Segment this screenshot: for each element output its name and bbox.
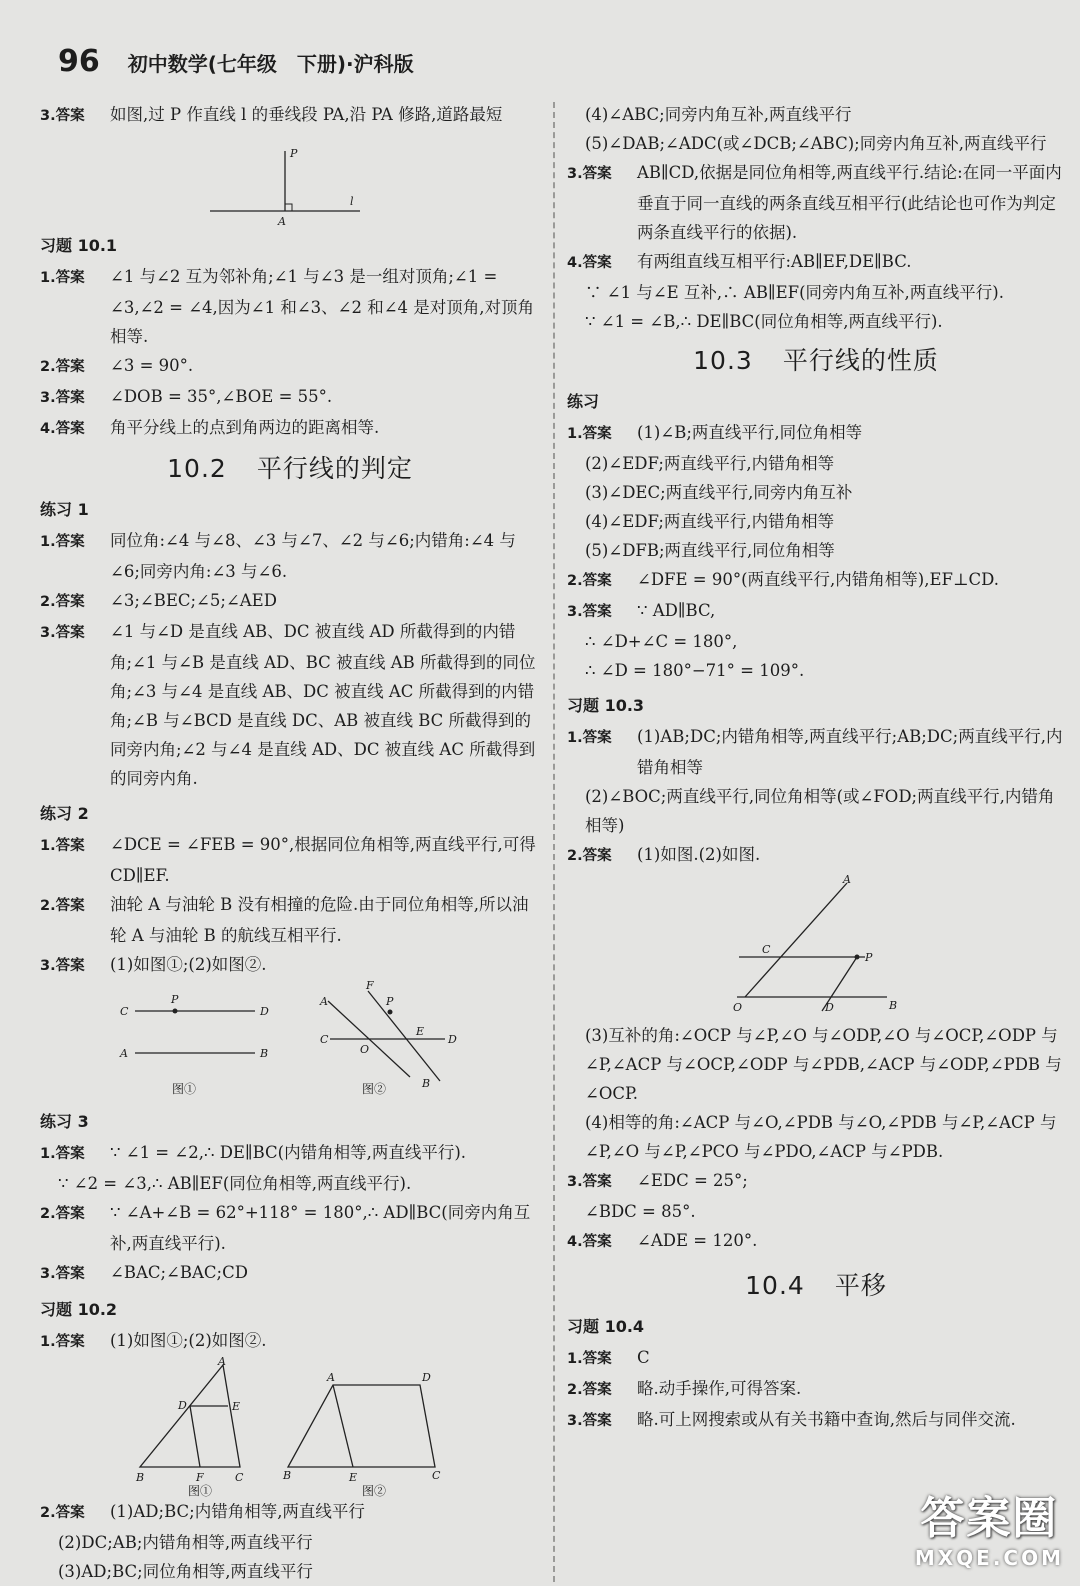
svg-text:A: A — [218, 1355, 226, 1368]
answer-item: 4.答案 ∠ADE = 120°. — [567, 1231, 758, 1250]
answer-subline: ∠BDC = 85°. — [585, 1202, 696, 1221]
column-divider — [553, 102, 555, 1582]
svg-text:P: P — [865, 951, 873, 964]
figure-caption: 图① — [172, 1082, 197, 1096]
answer-item: 2.答案 ∠3 = 90°. — [40, 356, 194, 375]
answer-item: 2.答案 略.动手操作,可得答案. — [567, 1379, 802, 1398]
svg-text:B: B — [283, 1469, 292, 1482]
left-column — [40, 100, 540, 1586]
answer-subline: ∵ ∠2 = ∠3,∴ AB∥EF(同位角相等,两直线平行). — [58, 1174, 412, 1193]
answer-item: 3.答案 ∠EDC = 25°; — [567, 1171, 748, 1190]
svg-text:E: E — [232, 1400, 241, 1413]
answer-item: 3.答案 ∵ AD∥BC, — [567, 601, 716, 620]
answer-item: 1.答案 ∠DCE = ∠FEB = 90°,根据同位角相等,两直线平行,可得 CD∥EF. — [40, 835, 536, 885]
watermark-logo: 答案圈 MXQE.COM — [914, 1493, 1064, 1570]
answer-item: 1.答案 C — [567, 1348, 650, 1367]
answer-item: 3.答案 ∠DOB = 35°,∠BOE = 55°. — [40, 387, 333, 406]
answer-subline: (2)DC;AB;内错角相等,两直线平行 — [58, 1533, 313, 1552]
xiti101-list — [40, 262, 540, 444]
answer-item: 4.答案 有两组直线互相平行:AB∥EF,DE∥BC. — [567, 252, 912, 271]
svg-text:B: B — [260, 1047, 269, 1060]
answer-item: 3.答案 如图,过 P 作直线 l 的垂线段 PA,沿 PA 修路,道路最短 — [40, 105, 503, 124]
svg-text:O: O — [360, 1043, 370, 1056]
svg-text:F: F — [196, 1471, 204, 1484]
svg-text:A: A — [843, 873, 851, 886]
answer-item: 1.答案 同位角:∠4 与∠8、∠3 与∠7、∠2 与∠6;内错角:∠4 与∠6;同旁内角:∠3 与∠6. — [40, 531, 516, 581]
answer-subline: (5)∠DAB;∠ADC(或∠DCB;∠ABC);同旁内角互补,两直线平行 — [585, 134, 1047, 153]
answer-subline: (4)∠ABC;同旁内角互补,两直线平行 — [585, 105, 852, 124]
lianxi1-list — [40, 526, 540, 793]
svg-text:B: B — [889, 999, 898, 1012]
section-title: 习题 10.4 — [567, 1317, 645, 1336]
svg-text:C: C — [432, 1469, 441, 1482]
svg-text:C: C — [762, 943, 771, 956]
figure-caption: 图① — [188, 1484, 213, 1498]
label-p: P — [290, 147, 298, 160]
figure-perpendicular — [40, 131, 540, 228]
right-column — [567, 100, 1065, 1436]
answer-item: 3.答案 略.可上网搜索或从有关书籍中查询,然后与同伴交流. — [567, 1410, 1016, 1429]
lianxi2-list — [40, 830, 540, 981]
answer-item: 4.答案 角平分线上的点到角两边的距离相等. — [40, 418, 380, 437]
svg-text:C: C — [235, 1471, 244, 1484]
answer-item: 2.答案 (1)如图.(2)如图. — [567, 845, 761, 864]
page-number: 96 — [58, 44, 100, 79]
answer-subline: (4)∠EDF;两直线平行,内错角相等 — [585, 512, 835, 531]
answer-subline: ∵ ∠1 = ∠B,∴ DE∥BC(同位角相等,两直线平行). — [585, 312, 943, 331]
figure-xiti102 — [40, 1357, 540, 1497]
lianxi3-list — [40, 1138, 540, 1289]
section-title: 习题 10.1 — [40, 236, 118, 255]
answer-subline: (2)∠BOC;两直线平行,同位角相等(或∠FOD;两直线平行,内错角相等) — [585, 787, 1055, 835]
svg-text:F: F — [366, 979, 374, 992]
answer-item: 3.答案 (1)如图①;(2)如图②. — [40, 955, 267, 974]
answer-item: 2.答案 ∠DFE = 90°(两直线平行,内错角相等),EF⊥CD. — [567, 570, 999, 589]
answer-subline: (5)∠DFB;两直线平行,同位角相等 — [585, 541, 835, 560]
answer-item: 2.答案 ∠3;∠BEC;∠5;∠AED — [40, 591, 277, 610]
answer-subline: ∴ ∠D+∠C = 180°, — [585, 632, 738, 651]
figure-caption: 图② — [362, 1484, 387, 1498]
answer-item: 1.答案 ∵ ∠1 = ∠2,∴ DE∥BC(内错角相等,两直线平行). — [40, 1143, 467, 1162]
section-title: 练习 2 — [40, 804, 89, 823]
answer-item: 1.答案 ∠1 与∠2 互为邻补角;∠1 与∠3 是一组对顶角;∠1 = ∠3,∠2 = ∠4,因为∠1 和∠3、∠2 和∠4 是对顶角,对顶角相等. — [40, 267, 535, 346]
answer-item: 1.答案 (1)AB;DC;内错角相等,两直线平行;AB;DC;两直线平行,内错角相等 — [567, 727, 1063, 777]
svg-text:B: B — [422, 1077, 431, 1090]
book-title: 初中数学(七年级 下册)·沪科版 — [127, 52, 414, 76]
answer-item: 2.答案 (1)AD;BC;内错角相等,两直线平行 — [40, 1502, 365, 1521]
section-title: 练习 3 — [40, 1112, 89, 1131]
xiti104-list — [567, 1343, 1065, 1436]
svg-text:C: C — [120, 1005, 129, 1018]
svg-text:D: D — [448, 1033, 457, 1046]
answer-subline: ∵ ∠1 与∠E 互补,∴ AB∥EF(同旁内角互补,两直线平行). — [585, 283, 1004, 302]
section-title: 习题 10.2 — [40, 1300, 118, 1319]
svg-text:D: D — [178, 1399, 187, 1412]
chapter-heading: 10.2 平行线的判定 — [167, 454, 413, 483]
answer-subline: (3)AD;BC;同位角相等,两直线平行 — [58, 1562, 313, 1581]
svg-text:A: A — [120, 1047, 128, 1060]
section-title: 习题 10.3 — [567, 696, 645, 715]
answer-item: 1.答案 (1)如图①;(2)如图②. — [40, 1331, 267, 1350]
answer-item: 2.答案 ∵ ∠A+∠B = 62°+118° = 180°,∴ AD∥BC(同旁内角互补,两直线平行). — [40, 1203, 531, 1253]
chapter-heading: 10.3 平行线的性质 — [693, 346, 939, 375]
answer-subline: (4)相等的角:∠ACP 与∠O,∠PDB 与∠O,∠PDB 与∠P,∠ACP 与∠P,∠O 与∠P,∠PCO 与∠PDO,∠ACP 与∠PDB. — [585, 1113, 1057, 1161]
svg-text:P: P — [171, 993, 179, 1006]
figure-lianxi2 — [40, 981, 540, 1101]
right-items-list — [567, 158, 1065, 278]
svg-text:O: O — [733, 1001, 743, 1014]
svg-text:E: E — [416, 1025, 425, 1038]
answer-subline: ∴ ∠D = 180°−71° = 109°. — [585, 661, 805, 680]
figure-caption: 图② — [362, 1082, 387, 1096]
answer-item: 1.答案 (1)∠B;两直线平行,同位角相等 — [567, 423, 863, 442]
answer-item: 3.答案 AB∥CD,依据是同位角相等,两直线平行.结论:在同一平面内垂直于同一直线的两条直线互相平行(此结论也可作为判定两条直线平行的依据). — [567, 163, 1062, 242]
answer-subline: (3)互补的角:∠OCP 与∠P,∠O 与∠ODP,∠O 与∠OCP,∠ODP 与∠P,∠ACP 与∠OCP,∠ODP 与∠PDB,∠ACP 与∠ODP,∠PDB 与∠OCP. — [585, 1026, 1062, 1103]
svg-text:A: A — [320, 995, 328, 1008]
section-title: 练习 1 — [40, 500, 89, 519]
answer-item: 3.答案 ∠BAC;∠BAC;CD — [40, 1263, 248, 1282]
label-a: A — [278, 215, 286, 228]
answer-subline: (3)∠DEC;两直线平行,同旁内角互补 — [585, 483, 853, 502]
page-header — [58, 44, 414, 79]
figure-xiti103 — [567, 871, 1065, 1021]
answer-subline: (2)∠EDF;两直线平行,内错角相等 — [585, 454, 835, 473]
answer-item: 2.答案 油轮 A 与油轮 B 没有相撞的危险.由于同位角相等,所以油轮 A 与油轮 B 的航线互相平行. — [40, 895, 529, 945]
chapter-heading: 10.4 平移 — [745, 1271, 887, 1300]
svg-text:D: D — [260, 1005, 269, 1018]
svg-text:A: A — [327, 1371, 335, 1384]
label-l: l — [350, 195, 354, 208]
svg-text:B: B — [136, 1471, 145, 1484]
svg-text:E: E — [349, 1471, 358, 1484]
svg-text:D: D — [825, 1001, 834, 1014]
svg-text:P: P — [386, 995, 394, 1008]
svg-text:C: C — [320, 1033, 329, 1046]
answer-item: 3.答案 ∠1 与∠D 是直线 AB、DC 被直线 AD 所截得到的内错角;∠1 与∠B 是直线 AD、BC 被直线 AB 所截得到的同位角;∠3 与∠4 是直线 AB、DC 被直线 AC 所截得到的内错角;∠B 与∠BCD 是直线 DC、AB 被直线 BC 所截得到的同旁内角;∠2 与∠4 是直线 AD、DC 被直线 AC 所截得到的同旁内角. — [40, 622, 536, 788]
section-title: 练习 — [567, 392, 600, 411]
svg-text:D: D — [422, 1371, 431, 1384]
